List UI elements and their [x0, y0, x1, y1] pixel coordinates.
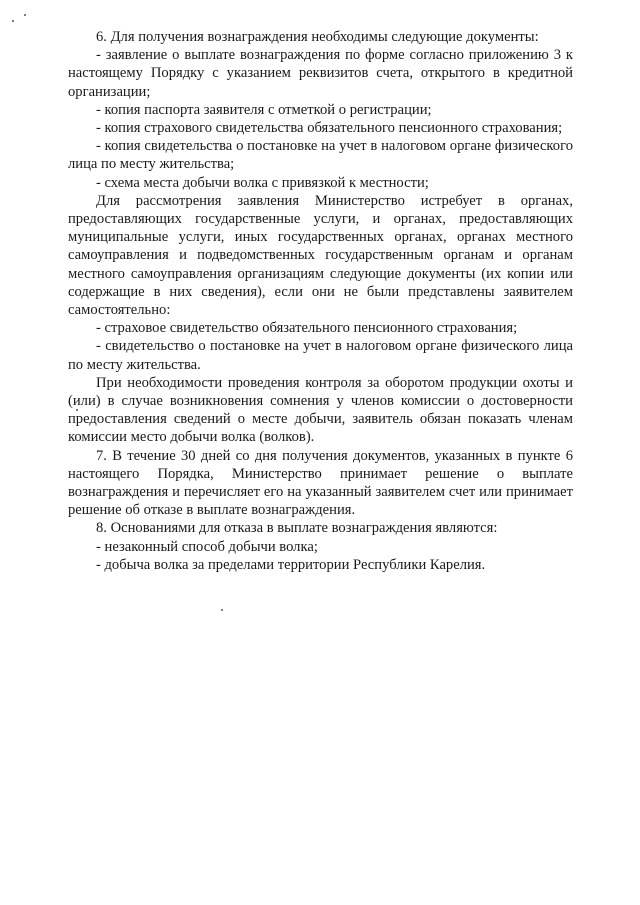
list-item-application: - заявление о выплате вознаграждения по форме согласно приложению 3 к настоящему Порядку с указанием реквизитов счета, открытого в кредитной организации;	[68, 47, 573, 100]
document-body	[68, 28, 573, 574]
list-item-illegal-method: - незаконный способ добычи волка;	[96, 538, 318, 555]
list-item-passport-copy: - копия паспорта заявителя с отметкой о регистрации;	[96, 101, 432, 118]
list-item-tax-registration: - свидетельство о постановке на учет в налоговом органе физического лица по месту жительства.	[68, 338, 573, 373]
scan-speck	[221, 609, 223, 611]
scan-speck	[76, 409, 78, 411]
list-item-pension-certificate: - страховое свидетельство обязательного пенсионного страхования;	[96, 320, 518, 337]
paragraph-ministry-requests: Для рассмотрения заявления Министерство истребует в органах, предоставляющих государственные услуги, и органах, предоставляющих муниципальные услуги, иных государственных органах, органах местного самоуправления и подведомственных государственным органам и органам местного самоуправления организациям следующие документы (их копии или содержащие в них сведения), если они не были представлены заявителем самостоятельно:	[68, 192, 573, 319]
list-item-pension-certificate-copy: - копия страхового свидетельства обязательного пенсионного страхования;	[96, 120, 563, 137]
list-item-tax-registration-copy: - копия свидетельства о постановке на учет в налоговом органе физического лица по месту жительства;	[68, 138, 573, 173]
paragraph-control-inspection: При необходимости проведения контроля за оборотом продукции охоты и (или) в случае возникновения сомнения у членов комиссии о достоверности предоставления сведений о месте добычи, заявитель обязан показать членам комиссии место добычи волка (волков).	[68, 374, 573, 446]
scan-speck	[12, 20, 14, 22]
scan-speck	[24, 14, 26, 16]
paragraph-8-heading: 8. Основаниями для отказа в выплате вознаграждения являются:	[96, 520, 498, 537]
list-item-outside-territory: - добыча волка за пределами территории Республики Карелия.	[96, 556, 486, 573]
list-item-location-scheme: - схема места добычи волка с привязкой к местности;	[96, 174, 429, 191]
paragraph-6-heading: 6. Для получения вознаграждения необходимы следующие документы:	[96, 29, 539, 45]
paragraph-7-decision: 7. В течение 30 дней со дня получения документов, указанных в пункте 6 настоящего Порядка, Министерство принимает решение о выплате вознаграждения и перечисляет его на указанный заявителем счет или принимает решение об отказе в выплате вознаграждения.	[68, 447, 573, 519]
